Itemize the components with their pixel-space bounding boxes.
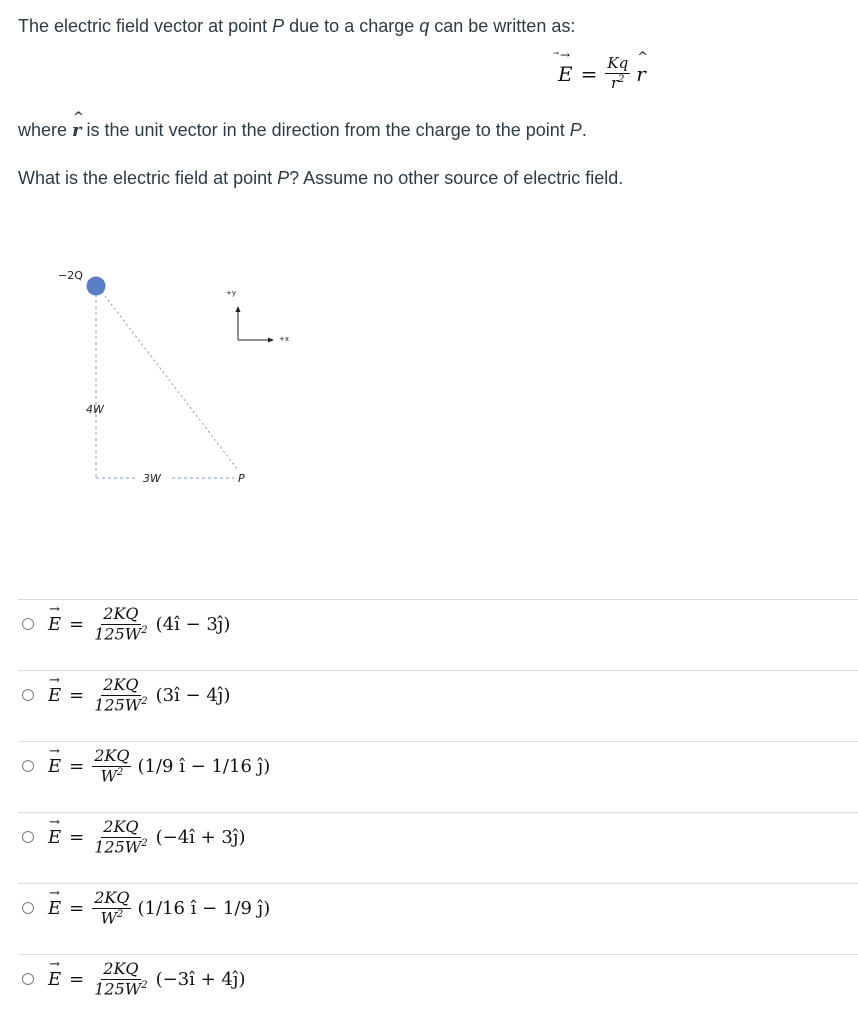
option-4-expression: → E = $\frac{2KQ}{125W^2}$ (−4î + 3ĵ) bbox=[48, 814, 246, 857]
y-axis-arrowhead bbox=[236, 306, 241, 312]
radio-button[interactable] bbox=[22, 689, 34, 701]
radio-button[interactable] bbox=[22, 760, 34, 772]
radio-button[interactable] bbox=[22, 902, 34, 914]
answer-option-3[interactable] bbox=[22, 743, 271, 786]
charge-circle bbox=[87, 277, 106, 296]
option-2-vector: (3î − 4ĵ) bbox=[155, 684, 231, 706]
option-5-vector: (1/16 î − 1/9 ĵ) bbox=[137, 897, 271, 919]
field-formula: → E = $\frac{Kq}{r^2}$ ^ r bbox=[558, 47, 649, 92]
divider bbox=[18, 883, 858, 884]
answer-option-4[interactable] bbox=[22, 814, 246, 857]
radio-button[interactable] bbox=[22, 618, 34, 630]
vertical-length-label: 4W bbox=[86, 403, 104, 416]
divider bbox=[18, 741, 858, 742]
option-1-expression: → E = $\frac{2KQ}{125W^2}$ (4î − 3ĵ) bbox=[48, 601, 231, 644]
divider bbox=[18, 599, 858, 600]
option-3-vector: (1/9 î − 1/16 ĵ) bbox=[137, 755, 271, 777]
charge-label: −2Q bbox=[58, 269, 83, 282]
answer-option-6[interactable] bbox=[22, 956, 246, 999]
radio-button[interactable] bbox=[22, 831, 34, 843]
charge-diagram bbox=[50, 260, 370, 500]
unit-vector-description: where ^ r is the unit vector in the direction from the charge to the point P. bbox=[18, 110, 587, 141]
answer-option-1[interactable] bbox=[22, 601, 231, 644]
radio-button[interactable] bbox=[22, 973, 34, 985]
option-6-expression: → E = $\frac{2KQ}{125W^2}$ (−3î + 4ĵ) bbox=[48, 956, 246, 999]
question-intro: The electric field vector at point P due to a charge q can be written as: bbox=[18, 16, 576, 36]
divider bbox=[18, 670, 858, 671]
divider bbox=[18, 954, 858, 955]
point-p-label: P bbox=[238, 472, 245, 485]
option-3-expression: → E = $\frac{2KQ}{W^2}$ (1/9 î − 1/16 ĵ) bbox=[48, 743, 271, 786]
divider bbox=[18, 812, 858, 813]
horizontal-length-label: 3W bbox=[143, 472, 161, 485]
option-5-expression: → E = $\frac{2KQ}{W^2}$ (1/16 î − 1/9 ĵ) bbox=[48, 885, 271, 928]
option-4-vector: (−4î + 3ĵ) bbox=[155, 826, 246, 848]
option-6-vector: (−3î + 4ĵ) bbox=[155, 968, 246, 990]
x-axis-arrowhead bbox=[268, 338, 274, 343]
hypotenuse-dashed-line bbox=[102, 292, 238, 470]
answer-option-2[interactable] bbox=[22, 672, 231, 715]
option-2-expression: → E = $\frac{2KQ}{125W^2}$ (3î − 4ĵ) bbox=[48, 672, 231, 715]
y-axis-label: +y bbox=[226, 289, 237, 297]
x-axis-label: +x bbox=[279, 335, 290, 343]
answer-option-5[interactable] bbox=[22, 885, 271, 928]
question-prompt: What is the electric field at point P? Assume no other source of electric field. bbox=[18, 168, 624, 188]
option-1-vector: (4î − 3ĵ) bbox=[155, 613, 231, 635]
